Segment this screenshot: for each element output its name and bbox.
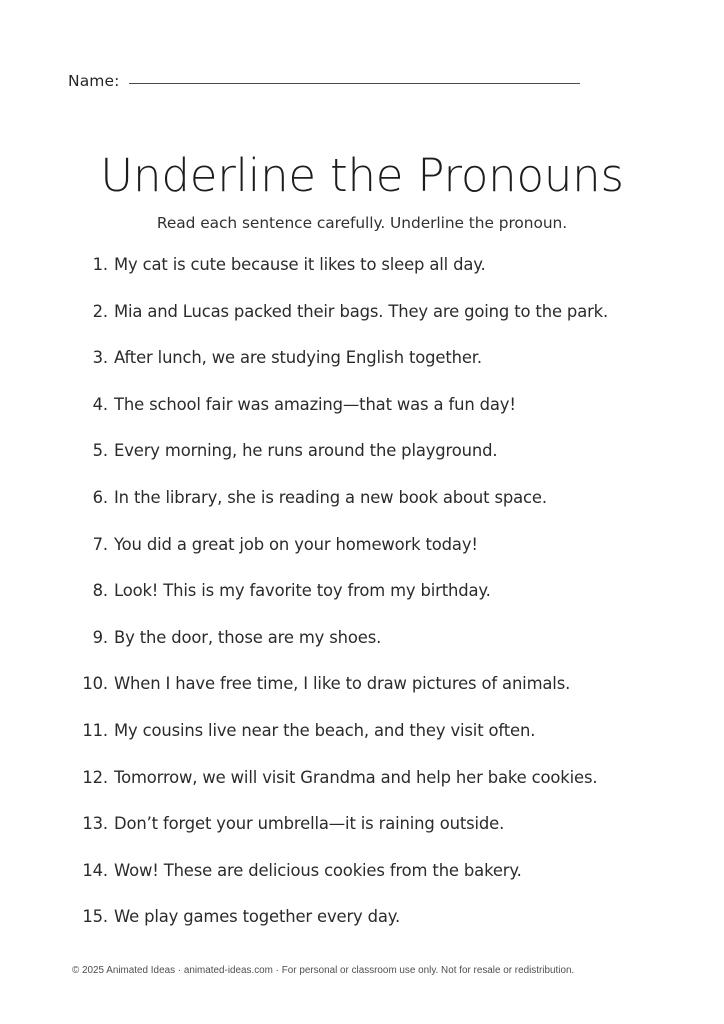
item-number: 4. <box>92 394 108 414</box>
item-number: 7. <box>92 534 108 554</box>
list-item <box>72 768 662 815</box>
item-number: 15. <box>82 907 108 927</box>
list-item <box>72 535 662 582</box>
list-item <box>72 861 662 908</box>
item-sentence[interactable]: In the library, she is reading a new book about space. <box>114 487 547 507</box>
name-write-in-line[interactable] <box>129 83 580 84</box>
item-sentence[interactable]: When I have free time, I like to draw pictures of animals. <box>114 674 571 694</box>
item-number: 10. <box>82 674 108 694</box>
instructions-text: Read each sentence carefully. Underline the pronoun. <box>156 214 568 233</box>
item-number: 3. <box>92 348 108 368</box>
item-number: 8. <box>92 581 108 601</box>
item-sentence[interactable]: Wow! These are delicious cookies from the bakery. <box>114 860 522 880</box>
list-item <box>72 302 662 349</box>
item-sentence[interactable]: After lunch, we are studying English together. <box>114 348 482 368</box>
item-sentence[interactable]: By the door, those are my shoes. <box>114 627 382 647</box>
list-item <box>72 721 662 768</box>
sentence-list <box>72 255 662 954</box>
item-number: 2. <box>92 301 108 321</box>
item-number: 11. <box>82 720 108 740</box>
item-sentence[interactable]: The school fair was amazing—that was a fun day! <box>114 394 516 414</box>
item-number: 5. <box>92 441 108 461</box>
list-item <box>72 348 662 395</box>
item-sentence[interactable]: Don’t forget your umbrella—it is raining outside. <box>114 814 505 834</box>
item-sentence[interactable]: Look! This is my favorite toy from my birthday. <box>114 581 491 601</box>
item-number: 6. <box>92 487 108 507</box>
item-sentence[interactable]: Tomorrow, we will visit Grandma and help her bake cookies. <box>114 767 598 787</box>
list-item <box>72 674 662 721</box>
item-number: 13. <box>82 814 108 834</box>
name-field-row <box>68 72 580 90</box>
list-item <box>72 581 662 628</box>
item-number: 9. <box>92 627 108 647</box>
item-sentence[interactable]: My cat is cute because it likes to sleep all day. <box>114 255 486 274</box>
list-item <box>72 488 662 535</box>
page-title: Underline the Pronouns <box>100 149 624 203</box>
list-item <box>72 255 662 302</box>
item-sentence[interactable]: We play games together every day. <box>114 907 401 927</box>
item-number: 1. <box>92 255 108 274</box>
item-sentence[interactable]: My cousins live near the beach, and they visit often. <box>114 720 536 740</box>
item-sentence[interactable]: Mia and Lucas packed their bags. They are going to the park. <box>114 301 609 321</box>
name-label: Name: <box>68 72 120 90</box>
list-item <box>72 395 662 442</box>
item-sentence[interactable]: You did a great job on your homework today! <box>114 534 478 554</box>
list-item <box>72 907 662 954</box>
item-number: 12. <box>82 767 108 787</box>
list-item <box>72 628 662 675</box>
list-item <box>72 814 662 861</box>
item-sentence[interactable]: Every morning, he runs around the playground. <box>114 441 498 461</box>
footer-copyright: © 2025 Animated Ideas · animated-ideas.com · For personal or classroom use only. Not for resale or redistribution. <box>72 965 575 976</box>
item-number: 14. <box>82 860 108 880</box>
list-item <box>72 441 662 488</box>
